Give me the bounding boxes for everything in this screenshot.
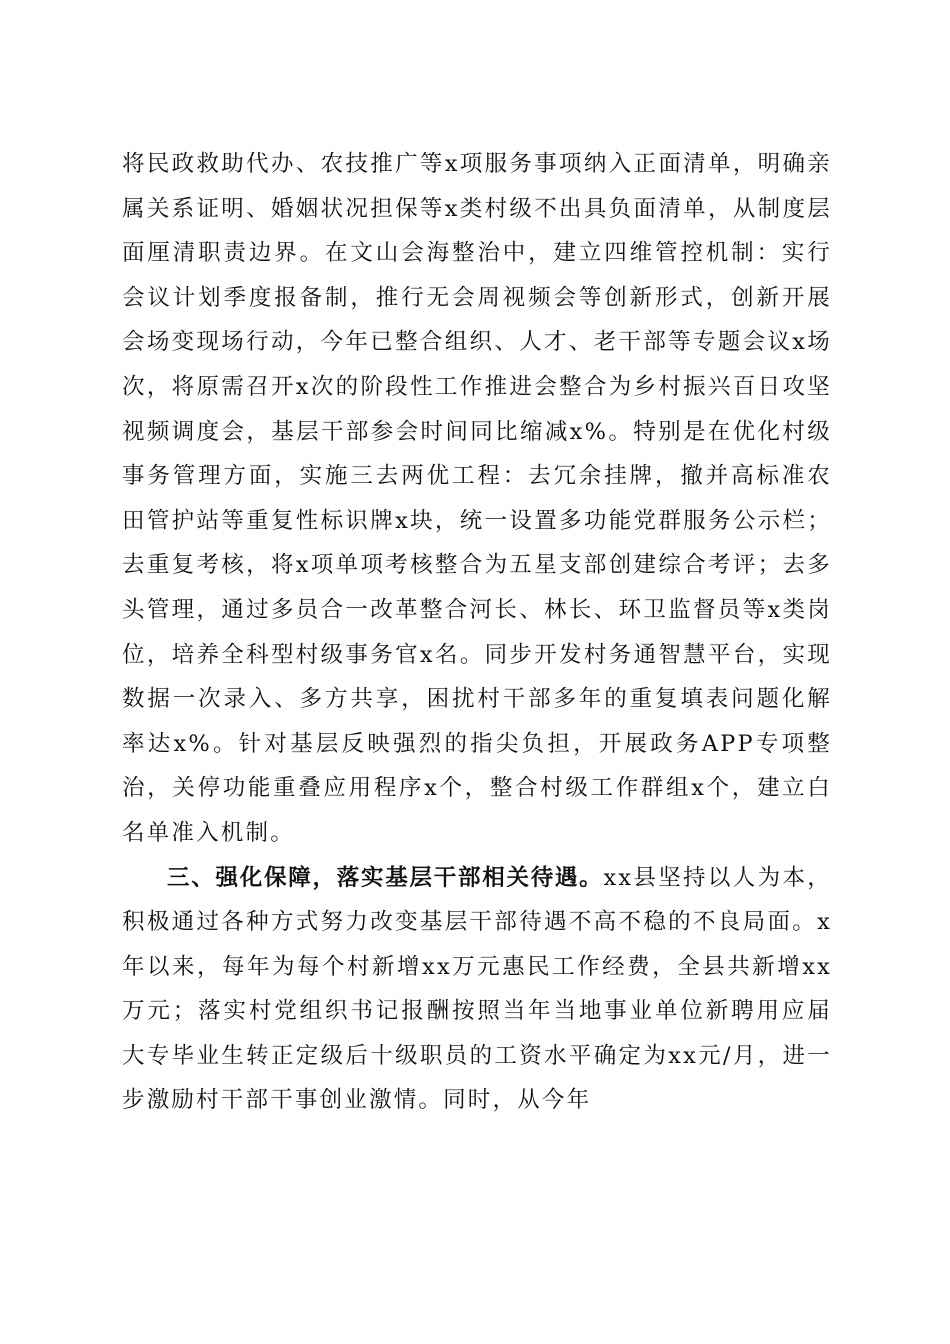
paragraph-continued: 将民政救助代办、农技推广等x项服务事项纳入正面清单，明确亲属关系证明、婚姻状况担保等x类村级不出具负面清单，从制度层面厘清职责边界。在文山会海整治中，建立四维管控机制：实行会议计划季度报备制，推行无会周视频会等创新形式，创新开展会场变现场行动，今年已整合组织、人才、老干部等专题会议x场次，将原需召开x次的阶段性工作推进会整合为乡村振兴百日攻坚视频调度会，基层干部参会时间同比缩减x%。特别是在优化村级事务管理方面，实施三去两优工程：去冗余挂牌，撤并高标准农田管护站等重复性标识牌x块，统一设置多功能党群服务公示栏；去重复考核，将x项单项考核整合为五星支部创建综合考评；去多头管理，通过多员合一改革整合河长、林长、环卫监督员等x类岗位，培养全科型村级事务官x名。同步开发村务通智慧平台，实现数据一次录入、多方共享，困扰村干部多年的重复填表问题化解率达x%。针对基层反映强烈的指尖负担，开展政务APP专项整治，关停功能重叠应用程序x个，整合村级工作群组x个，建立白名单准入机制。	[122, 151, 832, 846]
document-body	[122, 142, 832, 1123]
section-heading: 三、强化保障，落实基层干部相关待遇。	[167, 864, 604, 891]
paragraph-section-3	[122, 856, 832, 1124]
section-body: xx县坚持以人为本，积极通过各种方式努力改变基层干部待遇不高不稳的不良局面。x年以来，每年为每个村新增xx万元惠民工作经费，全县共新增xx万元；落实村党组织书记报酬按照当年当地事业单位新聘用应届大专毕业生转正定级后十级职员的工资水平确定为xx元/月，进一步激励村干部干事创业激情。同时，从今年	[122, 864, 832, 1114]
